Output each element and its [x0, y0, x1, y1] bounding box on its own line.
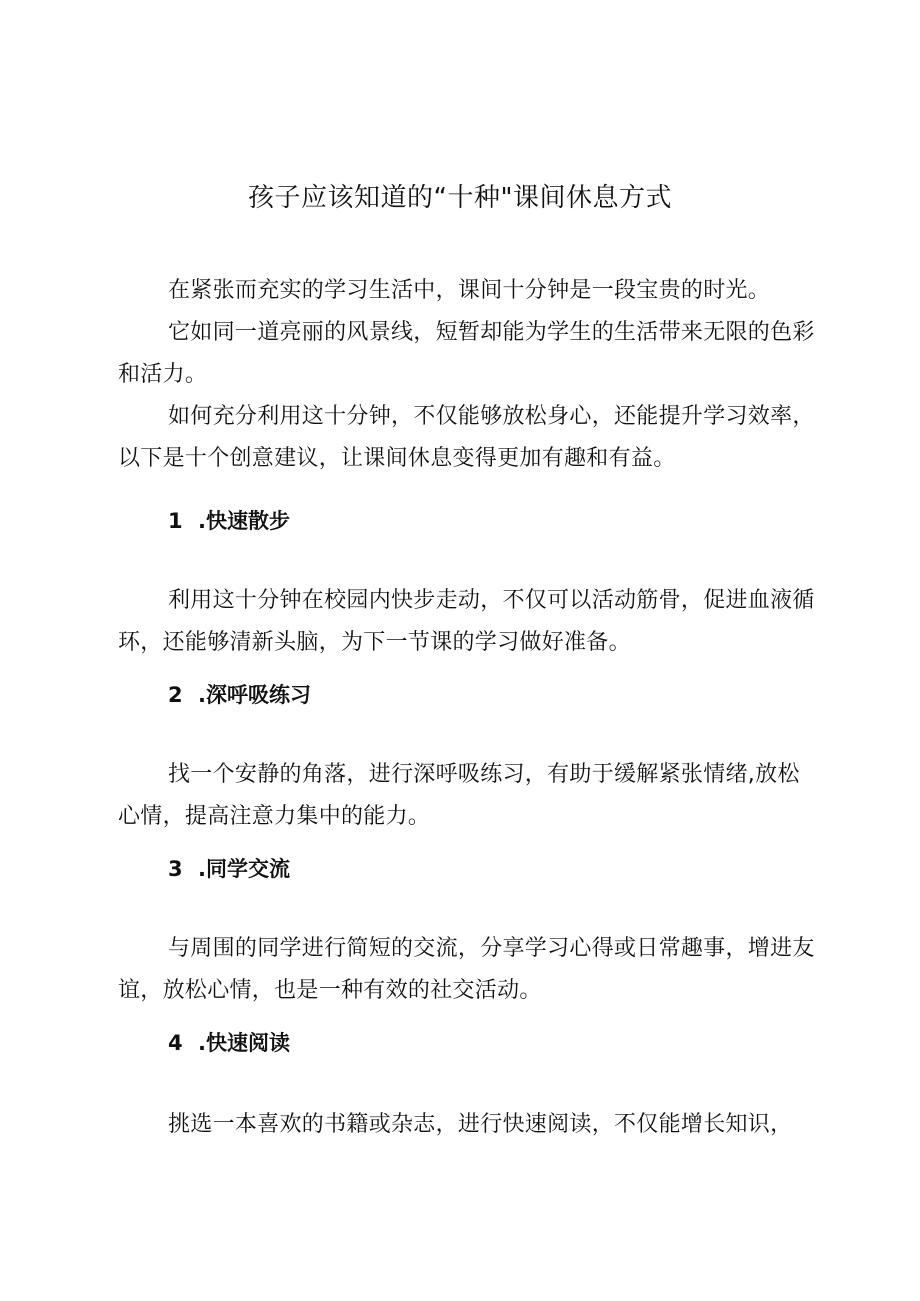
section-body-1: 利用这十分钟在校园内快步走动，不仅可以活动筋骨，促进血液循环，还能够清新头脑，为下一节课的学习做好准备。 [118, 588, 815, 655]
section-heading-1 [168, 504, 290, 538]
intro-paragraph-1: 在紧张而充实的学习生活中，课间十分钟是一段宝贵的时光。 [168, 278, 771, 303]
section-number: 1 [168, 509, 183, 533]
section-heading-3 [168, 852, 290, 886]
section-number: 2 [168, 683, 183, 707]
section-title: .同学交流 [198, 857, 290, 881]
section-title: .深呼吸练习 [198, 683, 311, 707]
section-body-3: 与周围的同学进行简短的交流，分享学习心得或日常趣事，增进友谊，放松心情，也是一种有效的社交活动。 [118, 936, 815, 1003]
section-heading-2 [168, 678, 311, 712]
intro-paragraph-2: 它如同一道亮丽的风景线，短暂却能为学生的生活带来无限的色彩和活力。 [118, 320, 815, 387]
section-heading-4 [168, 1026, 290, 1060]
section-title: .快速阅读 [198, 1031, 290, 1055]
intro-paragraph-3: 如何充分利用这十分钟，不仅能够放松身心，还能提升学习效率，以下是十个创意建议，让课间休息变得更加有趣和有益。 [118, 404, 815, 471]
section-number: 4 [168, 1031, 183, 1055]
section-body-2: 找一个安静的角落，进行深呼吸练习，有助于缓解紧张情绪,放松心情，提高注意力集中的能力。 [118, 762, 800, 829]
section-number: 3 [168, 857, 183, 881]
section-body-4: 挑选一本喜欢的书籍或杂志，进行快速阅读，不仅能增长知识， [168, 1112, 793, 1137]
document-title: 孩子应该知道的“十种"课间休息方式 [248, 183, 672, 213]
section-title: .快速散步 [198, 509, 290, 533]
